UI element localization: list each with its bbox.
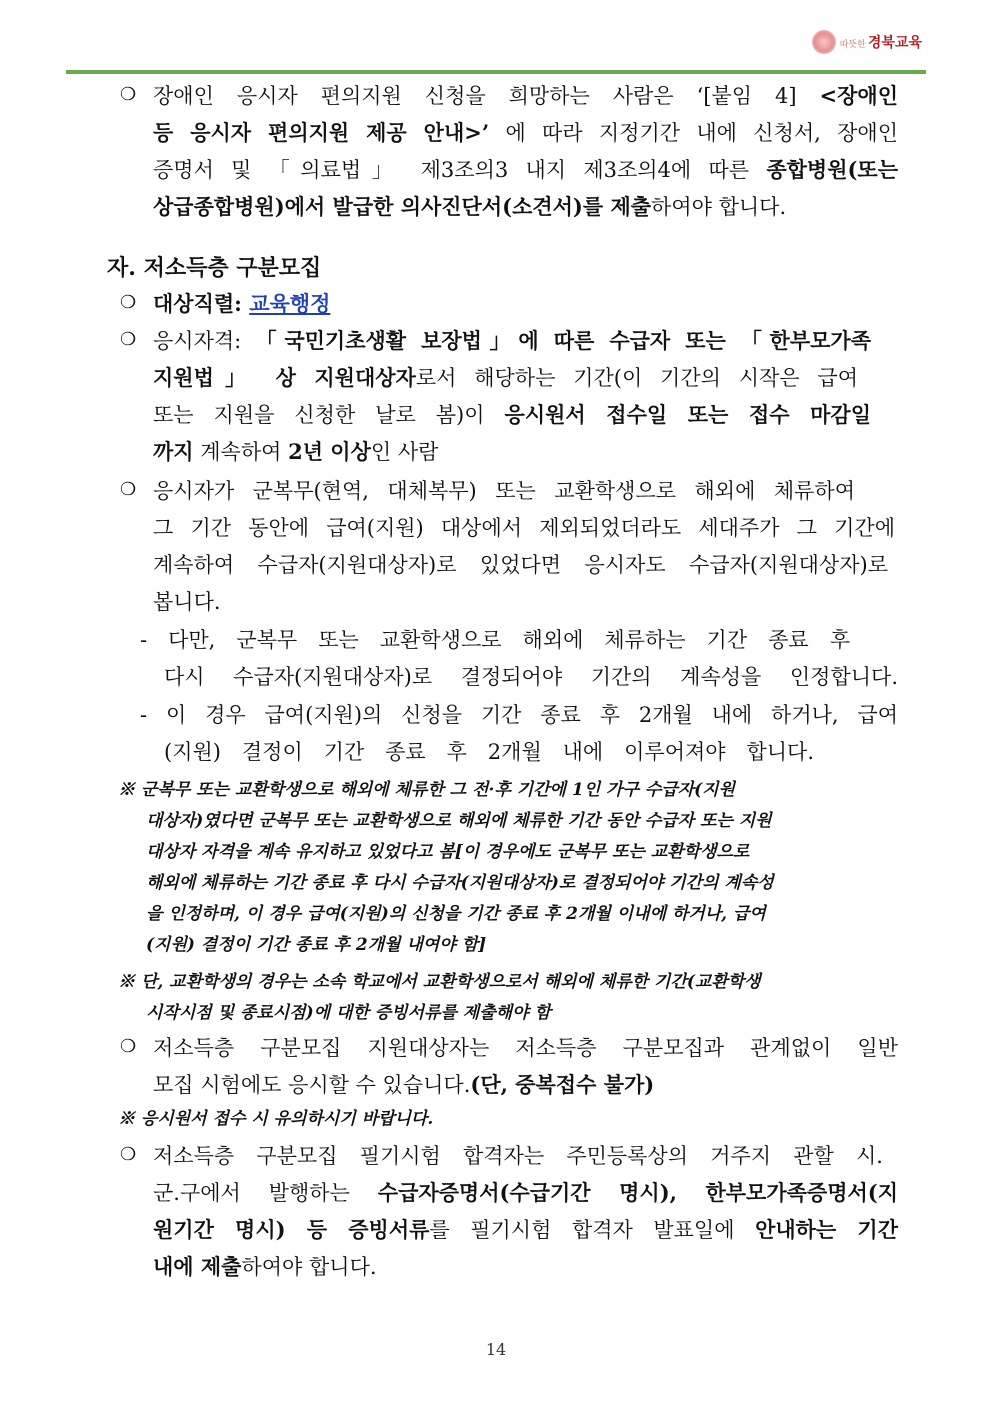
text-line: 봅니다.	[153, 590, 221, 614]
circle-bullet-icon: ❍	[120, 329, 137, 350]
header-logo	[812, 30, 922, 54]
text-line: 등 응시자 편의지원 제공 안내>’ 에 따라 지정기간 내에 신청서, 장애인	[153, 120, 898, 145]
text-line: 응시자격: 「국민기초생활 보장법」에 따른 수급자 또는 「한부모가족	[153, 328, 871, 353]
text-line: 원기간 명시) 등 증빙서류를 필기시험 합격자 발표일에 안내하는 기간	[153, 1217, 898, 1242]
note-line: 을 인정하며, 이 경우 급여(지원)의 신청을 기간 종료 후 2개월 이내에 하거나, 급여	[146, 904, 766, 924]
note-line: 해외에 체류하는 기간 종료 후 다시 수급자(지원대상자)로 결정되어야 기간의 계속성	[146, 873, 774, 893]
text-line: 장애인 응시자 편의지원 신청을 희망하는 사람은 ‘[붙임 4] <장애인	[153, 83, 898, 108]
note-line: ※ 응시원서 접수 시 유의하시기 바랍니다.	[118, 1109, 434, 1129]
text-line: 모집 시험에도 응시할 수 있습니다.(단, 중복접수 불가)	[153, 1072, 655, 1097]
text-line: 까지 계속하여 2년 이상인 사람	[153, 439, 439, 464]
text-line: 저소득층 구분모집 지원대상자는 저소득층 구분모집과 관계없이 일반	[153, 1036, 898, 1060]
text-line: 응시자가 군복무(현역, 대체복무) 또는 교환학생으로 해외에 체류하여	[153, 479, 855, 503]
circle-bullet-icon: ❍	[120, 479, 137, 500]
logo-slogan: 따뜻한	[839, 40, 866, 50]
note-line: 대상자 자격을 계속 유지하고 있었다고 봄[이 경우에도 군복무 또는 교환학생으로	[146, 842, 750, 862]
logo-emblem-icon	[812, 30, 836, 54]
text-line: 증명서 및 「의료법」 제3조의3 내지 제3조의4에 따른 종합병원(또는	[153, 157, 898, 182]
text-line: - 이 경우 급여(지원)의 신청을 기간 종료 후 2개월 내에 하거나, 급여	[140, 703, 898, 727]
logo-title: 경북교육	[867, 35, 922, 51]
text-line: 내에 제출하여야 합니다.	[153, 1254, 377, 1279]
note-line: 시작시점 및 종료시점)에 대한 증빙서류를 제출해야 함	[146, 1003, 551, 1023]
text-line: 군.구에서 발행하는 수급자증명서(수급기간 명시), 한부모가족증명서(지	[153, 1180, 898, 1205]
text-line: 저소득층 구분모집 필기시험 합격자는 주민등록상의 거주지 관할 시.	[153, 1144, 883, 1168]
text-line: (지원) 결정이 기간 종료 후 2개월 내에 이루어져야 합니다.	[164, 740, 814, 764]
target-series-link[interactable]: 교육행정	[249, 291, 331, 316]
text-line: 다시 수급자(지원대상자)로 결정되어야 기간의 계속성을 인정합니다.	[164, 665, 898, 689]
note-line: (지원) 결정이 기간 종료 후 2개월 내여야 함]	[146, 935, 487, 955]
circle-bullet-icon: ❍	[120, 1144, 137, 1165]
text-line: - 다만, 군복무 또는 교환학생으로 해외에 체류하는 기간 종료 후	[140, 628, 850, 652]
text-line: 지원법」 상 지원대상자로서 해당하는 기간(이 기간의 시작은 급여	[153, 365, 858, 390]
circle-bullet-icon: ❍	[120, 292, 137, 313]
text-line: 계속하여 수급자(지원대상자)로 있었다면 응시자도 수급자(지원대상자)로	[153, 553, 888, 577]
page-number: 14	[485, 1340, 507, 1359]
note-line: 대상자)였다면 군복무 또는 교환학생으로 해외에 체류한 기간 동안 수급자 또는 지원	[146, 811, 772, 831]
header-rule	[66, 70, 926, 74]
note-line: ※ 단, 교환학생의 경우는 소속 학교에서 교환학생으로서 해외에 체류한 기간(교환학생	[118, 972, 761, 992]
note-line: ※ 군복무 또는 교환학생으로 해외에 체류한 그 전·후 기간에 1인 가구 수급자(지원	[118, 780, 735, 800]
circle-bullet-icon: ❍	[120, 84, 137, 105]
text-line: 그 기간 동안에 급여(지원) 대상에서 제외되었더라도 세대주가 그 기간에	[153, 516, 895, 540]
text-line: 대상직렬: 교육행정	[153, 291, 331, 316]
circle-bullet-icon: ❍	[120, 1036, 137, 1057]
text-line: 상급종합병원)에서 발급한 의사진단서(소견서)를 제출하여야 합니다.	[153, 194, 787, 219]
logo-text	[840, 32, 922, 52]
section-heading: 자. 저소득층 구분모집	[107, 255, 322, 281]
text-line: 또는 지원을 신청한 날로 봄)이 응시원서 접수일 또는 접수 마감일	[153, 402, 871, 427]
